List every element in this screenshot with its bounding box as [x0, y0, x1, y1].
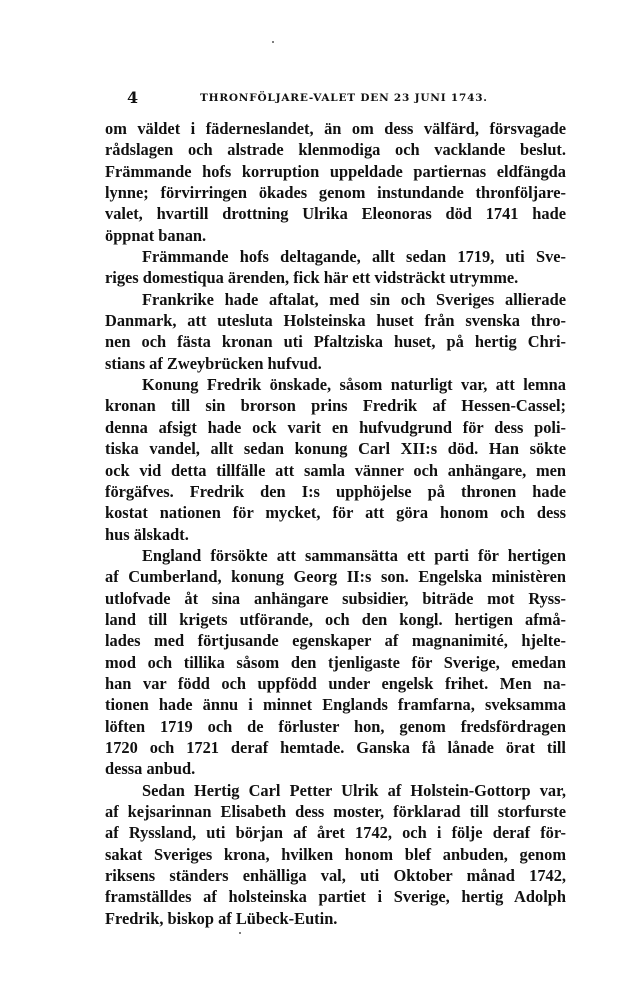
text-line: 1720 och 1721 deraf hemtade. Ganska få lånade örat till — [105, 737, 566, 757]
paragraph — [105, 374, 566, 545]
text-line: utlofvade åt sina anhängare subsidier, biträde mot Ryss- — [105, 588, 566, 608]
text-line: sakat Sveriges krona, hvilken honom blef anbuden, genom — [105, 844, 566, 864]
page-number: 4 — [127, 88, 139, 107]
text-line: om väldet i fäderneslandet, än om dess välfärd, försvagade — [105, 119, 566, 138]
text-line: nen och fästa kronan uti Pfaltziska huset, på hertig Chri- — [105, 332, 566, 352]
text-line: kostat nationen för mycket, för att göra honom och dess — [105, 503, 566, 523]
text-line: öppnat banan. — [105, 225, 207, 245]
page-header — [127, 88, 527, 110]
text-line: Danmark, att utesluta Holsteinska huset från svenska thro- — [105, 311, 566, 331]
paragraph — [105, 246, 566, 289]
text-line: Främmande hofs deltagande, allt sedan 1719, uti Sve- — [142, 247, 566, 267]
text-line: Fredrik, biskop af Lübeck-Eutin. — [105, 908, 338, 928]
text-line: Sedan Hertig Carl Petter Ulrik af Holstein-Gottorp var, — [142, 780, 566, 800]
running-title: THRONFÖLJARE-VALET DEN 23 JUNI 1743. — [200, 92, 488, 104]
text-line: af Cumberland, konung Georg II:s son. Engelska ministèren — [105, 567, 566, 587]
text-line: rådslagen och alstrade klenmodiga och vacklande beslut. — [105, 140, 566, 160]
text-line: stians af Zweybrücken hufvud. — [105, 353, 322, 373]
text-line: Frankrike hade aftalat, med sin och Sveriges allierade — [142, 289, 566, 309]
text-line: löften 1719 och de förluster hon, genom fredsfördragen — [105, 716, 566, 736]
text-line: förgäfves. Fredrik den I:s upphöjelse på thronen hade — [105, 481, 566, 501]
text-line: ock vid detta tillfälle att samla vänner och anhängare, men — [105, 460, 566, 480]
text-line: Konung Fredrik önskade, såsom naturligt var, att lemna — [142, 375, 566, 395]
text-line: mod och tillika såsom den tjenligaste för Sverige, emedan — [105, 652, 566, 672]
text-line: tionen hade ännu i minnet Englands framfarna, sveksamma — [105, 695, 566, 715]
body-text — [105, 118, 566, 929]
text-line: denna afsigt hade ock varit en hufvudgrund för dess poli- — [105, 417, 566, 437]
text-line: riksens ständers enhälliga val, uti Oktober månad 1742, — [105, 866, 566, 886]
text-line: lades med förtjusande egenskaper af magnanimité, hjelte- — [105, 631, 566, 651]
print-speck — [272, 41, 274, 43]
text-line: Främmande hofs korruption uppeldade partiernas eldfängda — [105, 161, 566, 181]
text-line: han var född och uppfödd under engelsk frihet. Men na- — [105, 673, 566, 693]
paragraph — [105, 118, 566, 246]
text-line: lynne; förvirringen ökades genom instundande thronföljare- — [105, 183, 566, 203]
print-speck — [239, 932, 241, 934]
paragraph — [105, 289, 566, 374]
text-line: tiska vandel, allt sedan konung Carl XII:s död. Han sökte — [105, 439, 566, 459]
text-line: land till krigets utförande, och den kongl. hertigen afmå- — [105, 609, 566, 629]
text-line: riges domestiqua ärenden, fick här ett vidsträckt utrymme. — [105, 268, 519, 288]
paragraph — [105, 780, 566, 929]
text-line: hus älskadt. — [105, 524, 189, 544]
text-line: framställdes af holsteinska partiet i Sverige, hertig Adolph — [105, 887, 566, 907]
text-line: af Ryssland, uti början af året 1742, och i följe deraf för- — [105, 823, 566, 843]
text-line: dessa anbud. — [105, 759, 196, 779]
paragraph — [105, 545, 566, 780]
text-line: England försökte att sammansätta ett parti för hertigen — [142, 545, 566, 565]
text-line: af kejsarinnan Elisabeth dess moster, förklarad till storfurste — [105, 802, 566, 821]
text-line: valet, hvartill drottning Ulrika Eleonoras död 1741 hade — [105, 204, 566, 224]
text-line: kronan till sin brorson prins Fredrik af Hessen-Cassel; — [105, 396, 566, 416]
